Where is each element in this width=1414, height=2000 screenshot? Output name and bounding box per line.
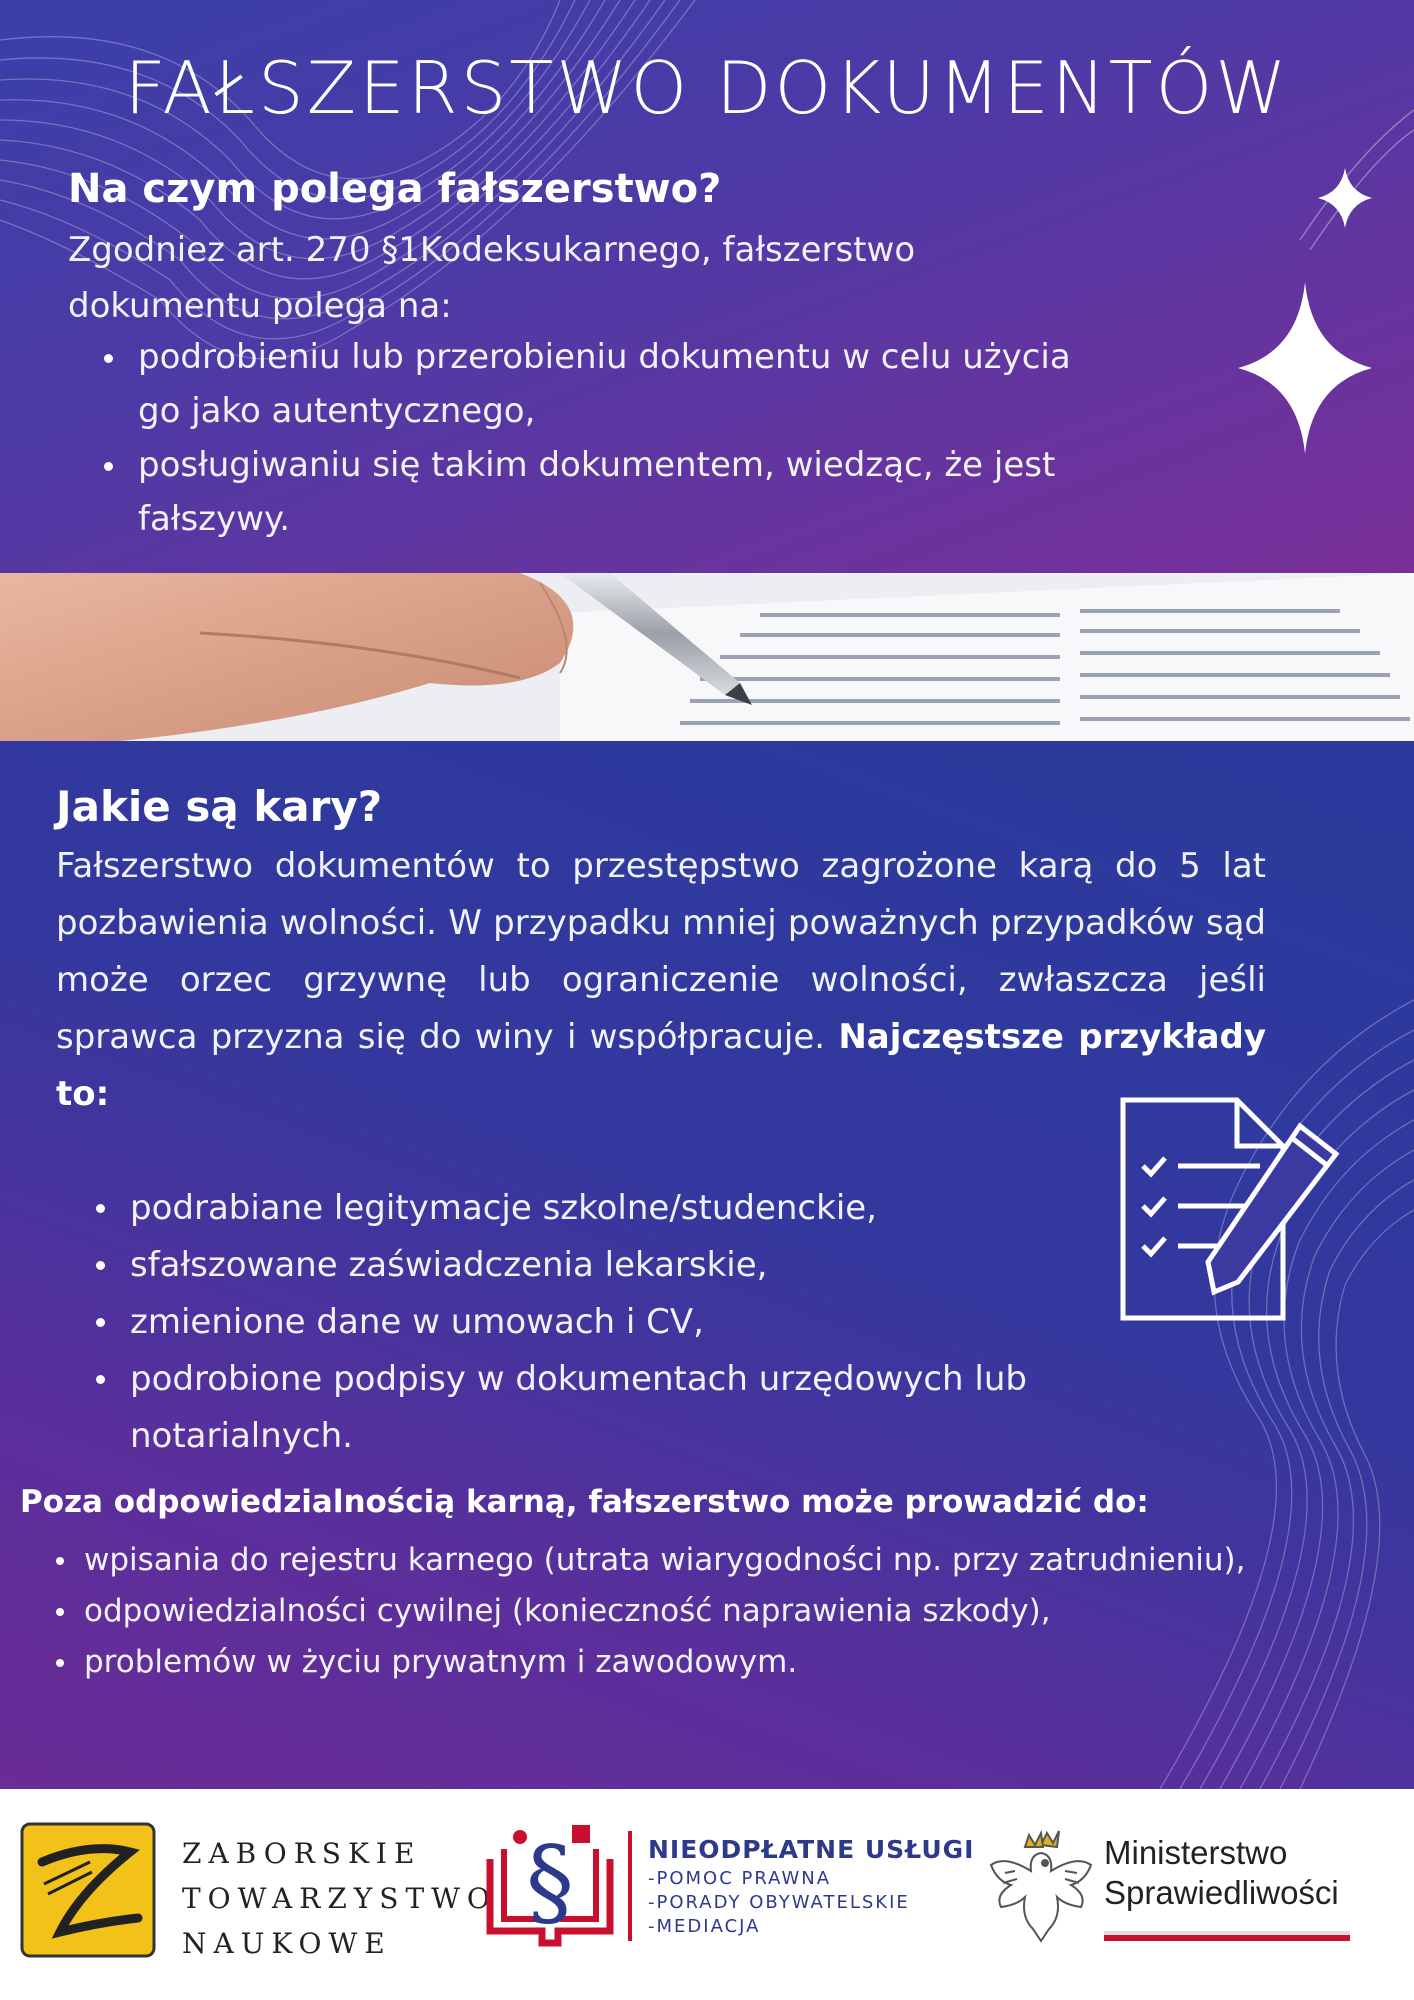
section2-heading: Jakie są kary? — [56, 782, 383, 831]
section2-paragraph — [56, 838, 1266, 1123]
section3-list — [48, 1535, 1333, 1688]
section1-heading: Na czym polega fałszerstwo? — [68, 166, 722, 212]
list-item: podrabiane legitymacje szkolne/studenckie, — [80, 1180, 1220, 1237]
ms-red-stripe — [1104, 1935, 1350, 1941]
list-item: odpowiedzialności cywilnej (konieczność naprawienia szkody), — [48, 1586, 1333, 1637]
section2-text: Fałszerstwo dokumentów to przestępstwo zagrożone karą do 5 lat pozbawienia wolności. W przypadku mniej poważnych przypadków sąd może orzec grzywnę lub ograniczenie wolności, zwłaszcza jeśli sprawca przyzna się do winy i współpracuje. — [56, 846, 1266, 1057]
list-item: wpisania do rejestru karnego (utrata wiarygodności np. przy zatrudnieniu), — [48, 1535, 1333, 1586]
nup-logo-text: NIEODPŁATNE USŁUGI -POMOC PRAWNA -PORADY OBYWATELSKIE -MEDIACJA — [648, 1835, 975, 1937]
list-item: podrobione podpisy w dokumentach urzędowych lub notarialnych. — [80, 1351, 1220, 1465]
section1-intro — [68, 222, 1068, 334]
section2-emphasis: Najczęstsze przykłady to: — [56, 1017, 1267, 1114]
section1-list — [88, 330, 1228, 546]
list-item: sfałszowane zaświadczenia lekarskie, — [80, 1237, 1220, 1294]
ztn-logo-text: ZABORSKIE TOWARZYSTWO NAUKOWE — [182, 1837, 497, 1960]
footer-logos — [0, 1789, 1414, 2000]
section1-intro-line2: dokumentu polega na: — [68, 286, 452, 326]
list-item: posługiwaniu się takim dokumentem, wiedząc, że jest fałszywy. — [88, 438, 1228, 546]
hand-pen-illustration — [0, 573, 1414, 741]
list-item: zmienione dane w umowach i CV, — [80, 1294, 1220, 1351]
ztn-logo-icon — [20, 1822, 156, 1958]
list-item: podrobieniu lub przerobieniu dokumentu w celu użycia go jako autentycznego, — [88, 330, 1228, 438]
hand-pen-photo — [0, 573, 1414, 741]
logo-divider — [628, 1831, 632, 1941]
eagle-emblem-icon — [985, 1825, 1097, 1945]
section3-heading: Poza odpowiedzialnością karną, fałszerstwo może prowadzić do: — [20, 1484, 1149, 1520]
section2-list — [80, 1180, 1220, 1465]
page-title: FAŁSZERSTWO DOKUMENTÓW — [124, 46, 1290, 130]
paragraph-book-logo-icon — [480, 1819, 620, 1949]
list-item: problemów w życiu prywatnym i zawodowym. — [48, 1637, 1333, 1688]
section1-intro-line1: Zgodniez art. 270 §1Kodeksukarnego, fałszerstwo — [68, 230, 916, 270]
ms-logo-text: Ministerstwo Sprawiedliwości — [1104, 1834, 1339, 1911]
svg-text:§: § — [526, 1826, 574, 1938]
